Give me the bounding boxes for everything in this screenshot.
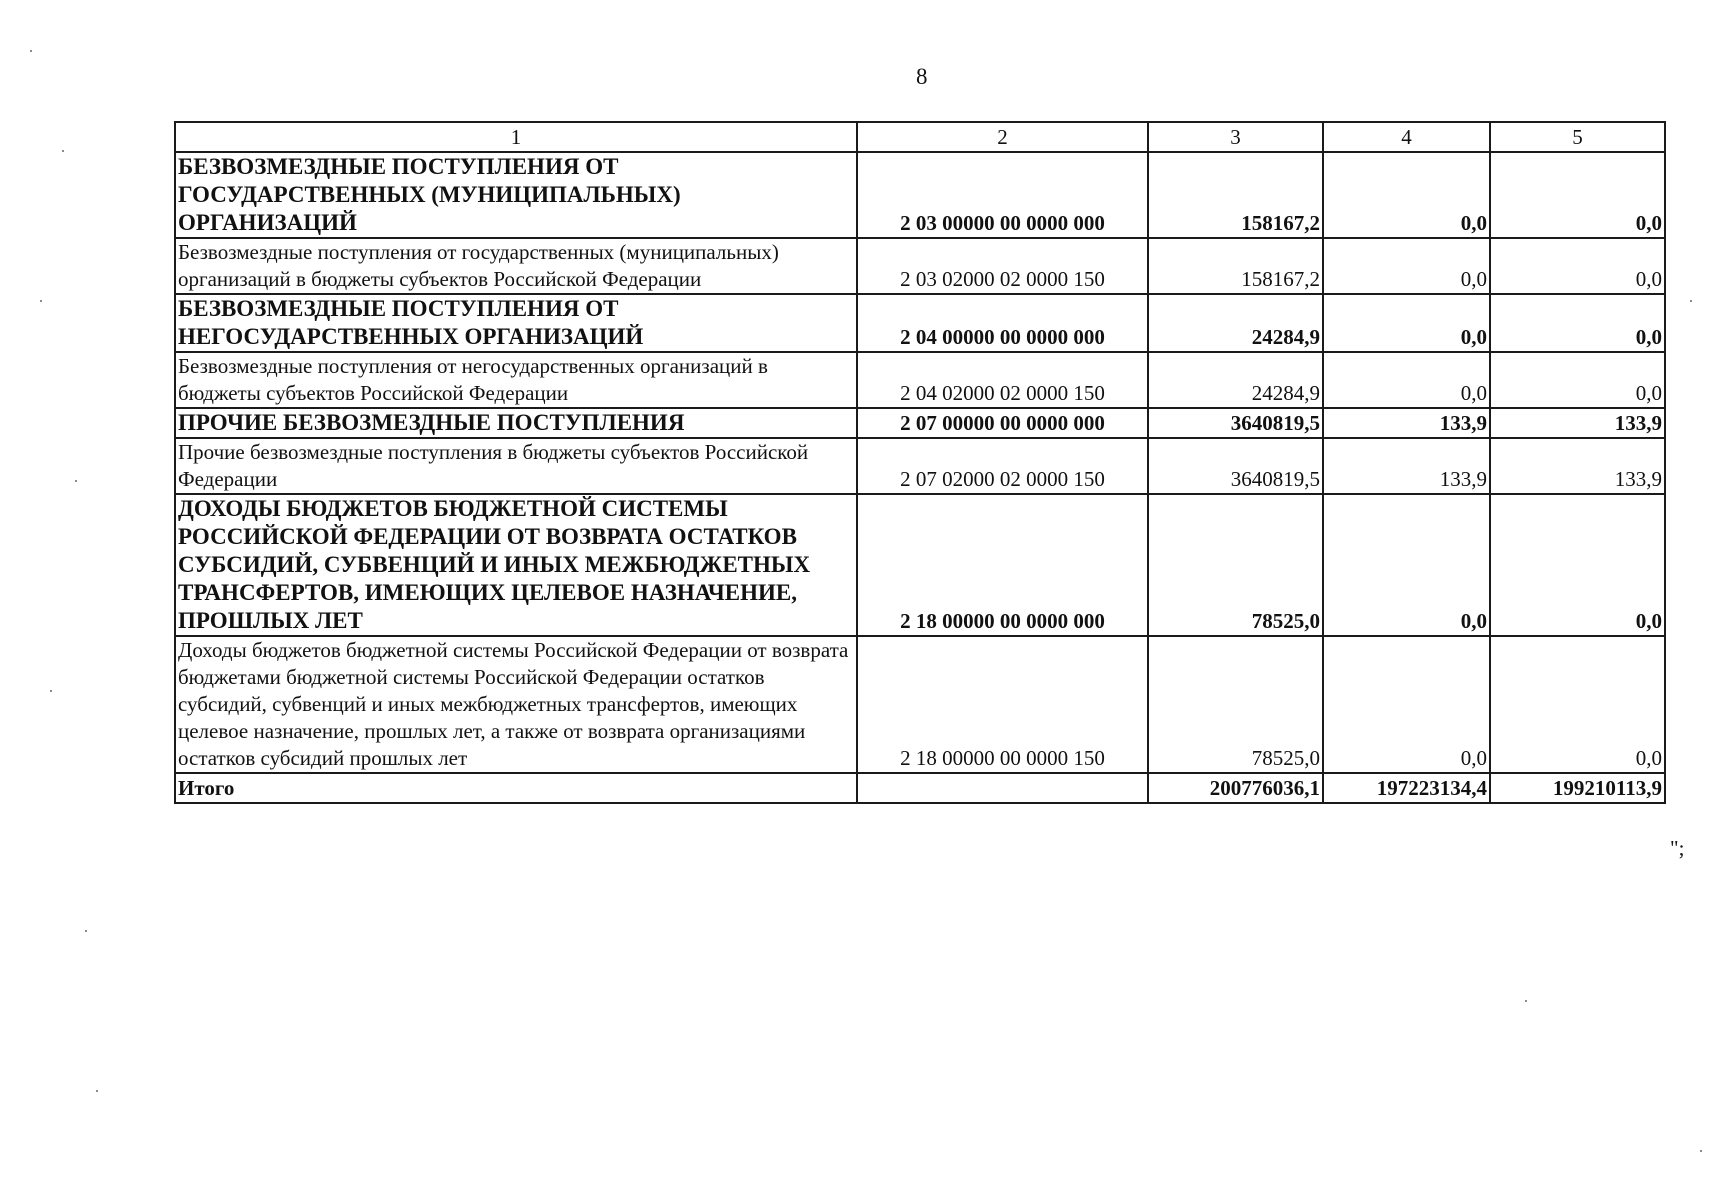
table-row	[175, 152, 1665, 238]
table-row	[175, 238, 1665, 294]
row-code: 2 18 00000 00 0000 000	[857, 494, 1148, 636]
column-header-1: 1	[175, 122, 857, 152]
row-value-col3: 78525,0	[1148, 494, 1323, 636]
column-header-2: 2	[857, 122, 1148, 152]
scan-speck	[96, 1090, 98, 1092]
row-value-col5: 0,0	[1490, 152, 1665, 238]
table-row	[175, 494, 1665, 636]
page-number: 8	[916, 64, 928, 89]
closing-quote-mark: ";	[1670, 836, 1685, 860]
row-code: 2 04 02000 02 0000 150	[857, 352, 1148, 408]
scan-speck	[40, 300, 42, 302]
row-value-col3: 24284,9	[1148, 352, 1323, 408]
row-value-col3: 158167,2	[1148, 152, 1323, 238]
row-value-col5: 133,9	[1490, 438, 1665, 494]
row-code: 2 07 02000 02 0000 150	[857, 438, 1148, 494]
row-name: Безвозмездные поступления от государственных (муниципальных) организаций в бюджеты субъектов Российской Федерации	[175, 238, 857, 294]
row-value-col5: 0,0	[1490, 636, 1665, 773]
total-row	[175, 773, 1665, 803]
row-name: Безвозмездные поступления от негосударственных организаций в бюджеты субъектов Российской Федерации	[175, 352, 857, 408]
row-value-col5: 0,0	[1490, 494, 1665, 636]
row-value-col3: 3640819,5	[1148, 438, 1323, 494]
row-value-col4: 133,9	[1323, 438, 1490, 494]
row-code: 2 04 00000 00 0000 000	[857, 294, 1148, 352]
row-value-col3: 78525,0	[1148, 636, 1323, 773]
scan-speck	[50, 690, 52, 692]
row-name: Доходы бюджетов бюджетной системы Российской Федерации от возврата бюджетами бюджетной системы Российской Федерации остатков субсидий, субвенций и иных межбюджетных трансфертов, имеющих целевое назначение, прошлых лет, а также от возврата организациями остатков субсидий прошлых лет	[175, 636, 857, 773]
table-header-row	[175, 122, 1665, 152]
row-code: 2 03 02000 02 0000 150	[857, 238, 1148, 294]
scan-speck	[1690, 300, 1692, 302]
scan-speck	[75, 480, 77, 482]
column-header-3: 3	[1148, 122, 1323, 152]
row-value-col4: 0,0	[1323, 636, 1490, 773]
row-name: ПРОЧИЕ БЕЗВОЗМЕЗДНЫЕ ПОСТУПЛЕНИЯ	[175, 408, 857, 438]
row-value-col4: 0,0	[1323, 494, 1490, 636]
scan-speck	[1700, 1150, 1702, 1152]
total-value-col5: 199210113,9	[1490, 773, 1665, 803]
row-value-col3: 24284,9	[1148, 294, 1323, 352]
total-code	[857, 773, 1148, 803]
row-name: БЕЗВОЗМЕЗДНЫЕ ПОСТУПЛЕНИЯ ОТ НЕГОСУДАРСТВЕННЫХ ОРГАНИЗАЦИЙ	[175, 294, 857, 352]
table-row	[175, 636, 1665, 773]
column-header-5: 5	[1490, 122, 1665, 152]
row-code: 2 03 00000 00 0000 000	[857, 152, 1148, 238]
row-value-col3: 158167,2	[1148, 238, 1323, 294]
row-value-col4: 0,0	[1323, 352, 1490, 408]
table-row	[175, 294, 1665, 352]
row-value-col5: 0,0	[1490, 294, 1665, 352]
table-row	[175, 352, 1665, 408]
budget-revenue-table	[174, 121, 1666, 804]
total-value-col4: 197223134,4	[1323, 773, 1490, 803]
row-value-col4: 133,9	[1323, 408, 1490, 438]
table-row	[175, 438, 1665, 494]
row-value-col3: 3640819,5	[1148, 408, 1323, 438]
row-value-col4: 0,0	[1323, 152, 1490, 238]
scan-speck	[85, 930, 87, 932]
scan-speck	[30, 50, 32, 52]
row-value-col5: 0,0	[1490, 238, 1665, 294]
row-name: ДОХОДЫ БЮДЖЕТОВ БЮДЖЕТНОЙ СИСТЕМЫ РОССИЙСКОЙ ФЕДЕРАЦИИ ОТ ВОЗВРАТА ОСТАТКОВ СУБСИДИЙ, СУБВЕНЦИЙ И ИНЫХ МЕЖБЮДЖЕТНЫХ ТРАНСФЕРТОВ, ИМЕЮЩИХ ЦЕЛЕВОЕ НАЗНАЧЕНИЕ, ПРОШЛЫХ ЛЕТ	[175, 494, 857, 636]
row-value-col4: 0,0	[1323, 294, 1490, 352]
row-value-col5: 0,0	[1490, 352, 1665, 408]
table-row	[175, 408, 1665, 438]
total-value-col3: 200776036,1	[1148, 773, 1323, 803]
row-value-col4: 0,0	[1323, 238, 1490, 294]
total-label: Итого	[175, 773, 857, 803]
row-code: 2 18 00000 00 0000 150	[857, 636, 1148, 773]
row-name: Прочие безвозмездные поступления в бюджеты субъектов Российской Федерации	[175, 438, 857, 494]
row-value-col5: 133,9	[1490, 408, 1665, 438]
row-code: 2 07 00000 00 0000 000	[857, 408, 1148, 438]
column-header-4: 4	[1323, 122, 1490, 152]
scan-speck	[1525, 1000, 1527, 1002]
scan-speck	[62, 150, 64, 152]
row-name: БЕЗВОЗМЕЗДНЫЕ ПОСТУПЛЕНИЯ ОТ ГОСУДАРСТВЕННЫХ (МУНИЦИПАЛЬНЫХ) ОРГАНИЗАЦИЙ	[175, 152, 857, 238]
